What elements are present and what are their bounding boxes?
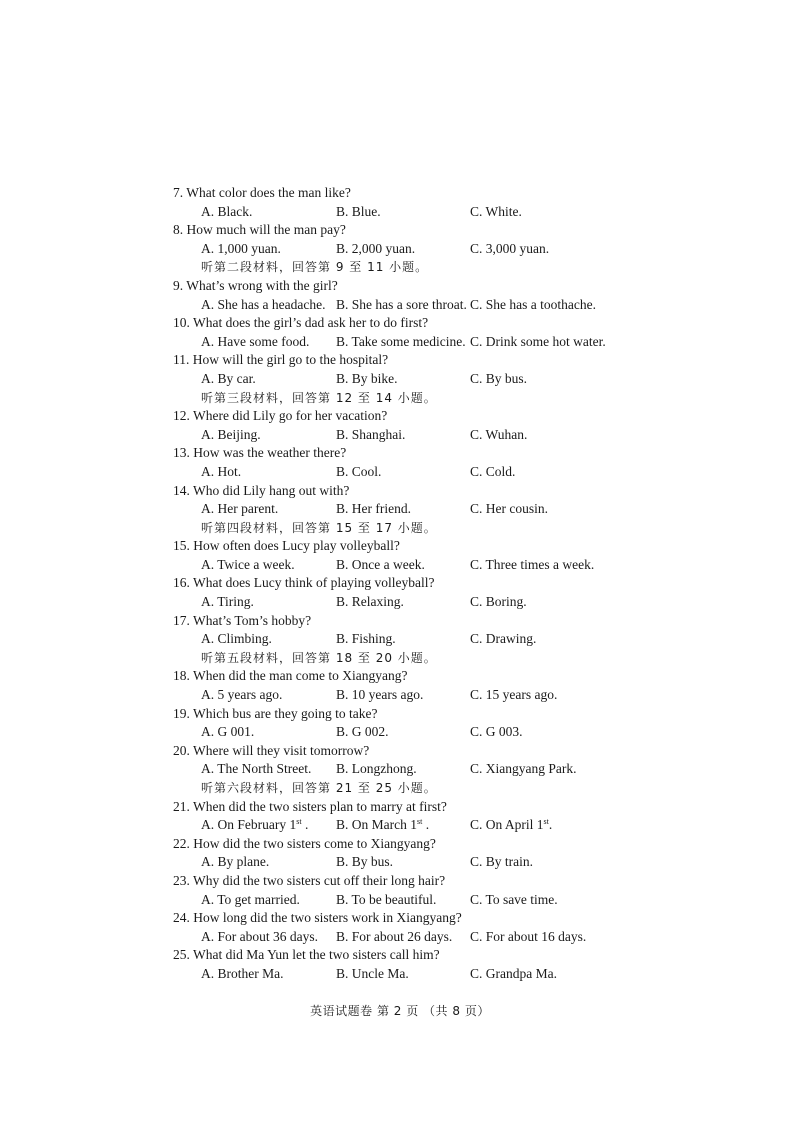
option-a-text: A. Have some food. [201,333,310,349]
question-number: 15. [173,538,190,554]
question-stem [173,946,693,965]
option-b-text: B. Take some medicine. [336,333,466,349]
option-c-text: C. Xiangyang Park. [470,761,577,777]
option-c [470,426,527,445]
option-c [470,240,549,259]
answer-options [173,556,693,575]
question-number: 21. [173,798,190,814]
option-c-text: C. To save time. [470,891,558,907]
option-b-text: B. Longzhong. [336,761,417,777]
option-b-text: B. By bus. [336,854,394,870]
question-text: When did the man come to Xiangyang? [193,668,408,684]
question-text: What did Ma Yun let the two sisters call him? [193,947,440,963]
option-a-text: A. She has a headache. [201,296,326,312]
question-number: 24. [173,910,190,926]
option-c [470,203,522,222]
option-b-text: B. Fishing. [336,631,396,647]
option-c-text: C. For about 16 days. [470,928,587,944]
option-a [201,928,318,947]
answer-options [173,760,693,779]
option-c-text: C. Wuhan. [470,426,528,442]
question-number: 16. [173,575,190,591]
option-b [336,723,389,742]
option-b-text: B. Blue. [336,203,381,219]
question-number: 12. [173,408,190,424]
option-c [470,630,536,649]
option-b [336,240,415,259]
question-text: Who did Lily hang out with? [193,482,350,498]
question-number: 23. [173,872,190,888]
option-b [336,556,425,575]
option-b [336,928,452,947]
answer-options [173,203,693,222]
option-b-text: B. 10 years ago. [336,687,424,703]
answer-options [173,463,693,482]
option-c-text: C. Her cousin. [470,501,548,517]
question-text: Which bus are they going to take? [193,705,378,721]
question-number: 22. [173,835,190,851]
question-stem [173,537,693,556]
option-c-end: . [548,817,553,833]
question-stem [173,872,693,891]
question-text: What’s Tom’s hobby? [193,612,312,628]
option-a-text: A. Twice a week. [201,556,295,572]
page-footer: 英语试题卷 第 2 页 （共 8 页） [310,1004,490,1018]
option-c-text: C. Three times a week. [470,556,595,572]
option-b [336,686,423,705]
option-b [336,296,467,315]
question-list [173,184,693,984]
question-stem [173,667,693,686]
question-number: 11. [173,352,190,368]
question-number: 17. [173,612,190,628]
option-a-text: A. Her parent. [201,501,279,517]
answer-options [173,686,693,705]
option-a-text: A. 5 years ago. [201,687,283,703]
question-number: 9. [173,277,184,293]
option-a-text: A. By plane. [201,854,270,870]
option-c [470,296,596,315]
option-c-text: C. Boring. [470,594,527,610]
option-c [470,928,586,947]
question-text: How did the two sisters come to Xiangyang? [193,835,436,851]
option-a-text: A. Brother Ma. [201,965,284,981]
question-number: 20. [173,742,190,758]
option-c-text: C. Cold. [470,463,516,479]
answer-options [173,891,693,910]
option-c-text: C. White. [470,203,522,219]
question-stem [173,277,693,296]
option-b [336,630,396,649]
question-stem [173,482,693,501]
option-b-text: B. Once a week. [336,556,425,572]
question-text: What does Lucy think of playing volleyball? [193,575,435,591]
option-c [470,556,594,575]
question-text: Where will they visit tomorrow? [193,742,370,758]
option-b-text: B. 2,000 yuan. [336,240,416,256]
option-b-text: B. By bike. [336,370,398,386]
option-c [470,965,557,984]
option-b [336,965,409,984]
section-instruction: 听第四段材料，回答第 15 至 17 小题。 [201,520,437,535]
option-a [201,853,269,872]
option-c-text: C. Drink some hot water. [470,333,606,349]
option-a [201,500,278,519]
option-c [470,463,515,482]
question-text: What does the girl’s dad ask her to do first? [193,315,429,331]
option-c-text: C. 15 years ago. [470,687,558,703]
question-text: How much will the man pay? [186,222,346,238]
question-stem [173,407,693,426]
question-text: When did the two sisters plan to marry at first? [193,798,447,814]
question-stem [173,314,693,333]
option-c-text: C. She has a toothache. [470,296,596,312]
option-a [201,816,308,835]
option-c [470,593,527,612]
section-instruction: 听第二段材料，回答第 9 至 11 小题。 [201,260,429,275]
option-b-text: B. Cool. [336,463,382,479]
section-instruction: 听第五段材料，回答第 18 至 20 小题。 [201,650,437,665]
option-a-text: A. Climbing. [201,631,272,647]
option-c [470,853,533,872]
section-instruction: 听第六段材料，回答第 21 至 25 小题。 [201,781,437,795]
question-number: 18. [173,668,190,684]
option-a [201,203,252,222]
answer-options [173,296,693,315]
option-b-text: B. Shanghai. [336,426,406,442]
option-a-text: A. Black. [201,203,253,219]
option-b [336,760,417,779]
option-c-text: C. Grandpa Ma. [470,965,557,981]
answer-options [173,723,693,742]
ordinal-suffix: st [296,817,302,827]
option-c [470,760,576,779]
question-number: 8. [173,222,184,238]
question-text: What color does the man like? [186,185,351,200]
question-stem [173,798,693,817]
option-b [336,426,405,445]
option-c-text: C. By train. [470,854,533,870]
option-a-text: A. By car. [201,370,256,386]
question-number: 19. [173,705,190,721]
question-stem [173,612,693,631]
option-b-text: B. Relaxing. [336,594,404,610]
answer-options [173,630,693,649]
option-c [470,333,606,352]
answer-options [173,333,693,352]
question-number: 25. [173,947,190,963]
option-b [336,816,429,835]
option-c [470,891,558,910]
question-text: How long did the two sisters work in Xiangyang? [193,910,462,926]
option-a [201,593,254,612]
option-b [336,203,381,222]
option-c [470,370,527,389]
question-text: How will the girl go to the hospital? [192,352,389,368]
question-number: 13. [173,445,190,461]
section-instruction: 听第三段材料，回答第 12 至 14 小题。 [201,390,437,405]
question-text: Where did Lily go for her vacation? [193,408,388,424]
option-a [201,426,261,445]
option-b [336,463,381,482]
answer-options [173,500,693,519]
question-stem [173,742,693,761]
option-a-text: A. G 001. [201,724,255,740]
question-stem [173,444,693,463]
option-a [201,556,295,575]
option-b [336,370,398,389]
option-b-text: B. For about 26 days. [336,928,453,944]
option-b-text: B. On March 1 [336,817,417,833]
option-a [201,296,325,315]
option-a-text: A. Beijing. [201,426,261,442]
answer-options [173,426,693,445]
option-a [201,333,309,352]
question-text: Why did the two sisters cut off their long hair? [193,872,446,888]
ordinal-suffix: st [417,817,423,827]
option-b-end: . [422,817,430,833]
question-stem [173,184,693,203]
option-a-text: A. For about 36 days. [201,928,318,944]
option-a-text: A. The North Street. [201,761,312,777]
answer-options [173,816,693,835]
option-b-text: B. She has a sore throat. [336,296,467,312]
option-a [201,463,241,482]
option-a [201,686,282,705]
option-c-text: C. By bus. [470,370,528,386]
option-a-text: A. On February 1 [201,817,297,833]
option-b [336,853,393,872]
question-stem [173,909,693,928]
ordinal-suffix: st [543,817,549,827]
option-a [201,240,281,259]
option-c [470,816,552,835]
answer-options [173,593,693,612]
question-number: 10. [173,315,190,331]
option-c-text: C. Drawing. [470,631,537,647]
answer-options [173,370,693,389]
option-a [201,723,254,742]
question-text: How was the weather there? [193,445,347,461]
option-c-text: C. 3,000 yuan. [470,240,550,256]
question-stem [173,574,693,593]
answer-options [173,240,693,259]
option-a [201,370,256,389]
question-text: How often does Lucy play volleyball? [193,538,400,554]
option-a-end: . [301,817,309,833]
option-a-text: A. 1,000 yuan. [201,240,281,256]
option-a [201,891,300,910]
answer-options [173,965,693,984]
option-b-text: B. Her friend. [336,501,411,517]
option-b [336,593,404,612]
option-a [201,760,311,779]
option-c [470,686,557,705]
answer-options [173,928,693,947]
option-b-text: B. To be beautiful. [336,891,437,907]
option-b [336,891,436,910]
answer-options [173,853,693,872]
option-a [201,965,283,984]
option-c [470,500,548,519]
option-a-text: A. Tiring. [201,594,254,610]
option-c-text: C. On April 1 [470,817,544,833]
question-stem [173,705,693,724]
option-a-text: A. Hot. [201,463,242,479]
question-stem [173,351,693,370]
option-a [201,630,272,649]
option-b-text: B. G 002. [336,724,389,740]
option-c [470,723,523,742]
option-b-text: B. Uncle Ma. [336,965,409,981]
question-number: 7. [173,185,184,200]
question-stem [173,221,693,240]
question-stem [173,835,693,854]
option-b [336,500,411,519]
question-text: What’s wrong with the girl? [186,277,338,293]
option-b [336,333,466,352]
question-number: 14. [173,482,190,498]
option-c-text: C. G 003. [470,724,523,740]
option-a-text: A. To get married. [201,891,300,907]
